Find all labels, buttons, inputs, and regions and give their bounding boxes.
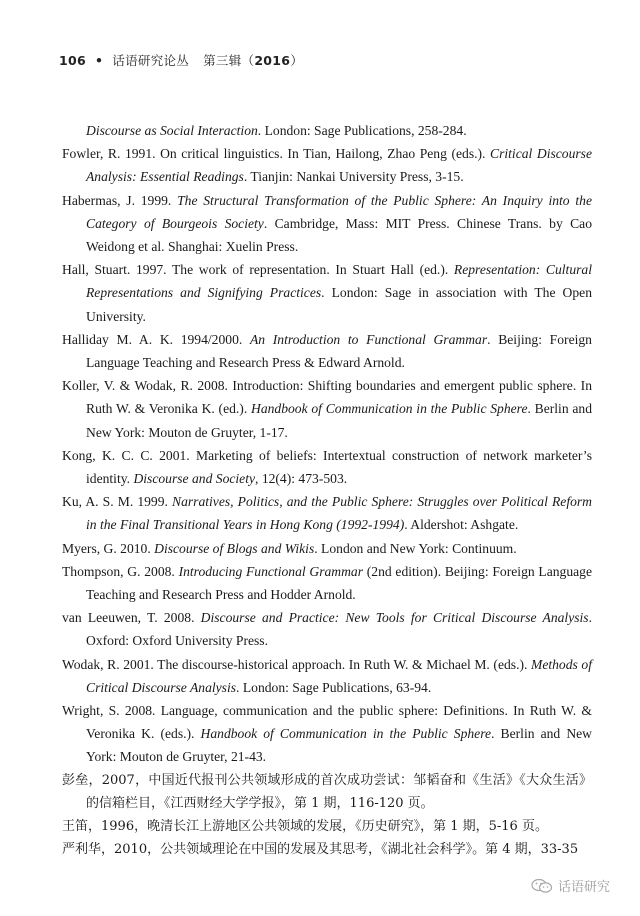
reference-text: Thompson, G. 2008. [62, 563, 179, 579]
reference-entry [62, 258, 592, 328]
header-separator: • [95, 53, 104, 68]
reference-title: Discourse and Practice: New Tools for Critical Discourse Analysis [200, 610, 589, 626]
reference-text: . Tianjin: Nankai University Press, 3-15. [243, 169, 464, 185]
page-number: 106 [59, 53, 86, 68]
reference-text: . London: Sage Publications, 63-94. [236, 679, 432, 695]
reference-text: Habermas, J. 1999. [62, 192, 178, 208]
reference-entry [62, 606, 592, 652]
reference-title: An Introduction to Functional Grammar [249, 331, 488, 347]
reference-text: . London and New York: Continuum. [314, 540, 517, 556]
reference-text: . Berlin and New York: Mouton de Gruyter, 1-17. [86, 401, 592, 440]
reference-title: Narratives, Politics, and the Public Sphere: Struggles over Political Reform in the Final Transitional Years in Hong Kong (1992-1994) [86, 494, 592, 533]
series-title: 话语研究论丛 [112, 53, 190, 68]
reference-title: Introducing Functional Grammar [178, 563, 364, 579]
reference-text: . Berlin and New York: Mouton de Gruyter, 21-43. [86, 726, 592, 765]
reference-entry [62, 189, 592, 259]
reference-list [62, 119, 592, 862]
reference-title: Representation: Cultural Representations and Signifying Practices [86, 262, 592, 301]
watermark [531, 876, 610, 895]
reference-title: Discourse and Society [133, 471, 256, 487]
reference-text: . Cambridge, Mass: MIT Press. Chinese Trans. by Cao Weidong et al. Shanghai: Xuelin Press. [86, 215, 592, 255]
reference-title: Handbook of Communication in the Public Sphere [200, 726, 492, 742]
reference-text: Kong, K. C. C. 2001. Marketing of beliefs: Intertextual construction of network marketer’s identity. [62, 447, 592, 487]
reference-entry [62, 490, 592, 536]
reference-text: 严利华，2010，公共领域理论在中国的发展及其思考，《湖北社会科学》。第 4 期，33-35 [62, 842, 579, 858]
reference-title: Critical Discourse Analysis: Essential Readings [86, 146, 592, 185]
reference-title: The Structural Transformation of the Public Sphere: An Inquiry into the Category of Bourgeois Society [86, 192, 592, 231]
reference-text: van Leeuwen, T. 2008. [62, 610, 201, 626]
volume-year: 2016 [254, 53, 291, 68]
reference-entry [62, 374, 592, 444]
reference-text: . Beijing: Foreign Language Teaching and Research Press & Edward Arnold. [86, 331, 592, 371]
reference-text: , 12(4): 473-503. [255, 471, 348, 487]
reference-text: . Aldershot: Ashgate. [404, 517, 519, 533]
running-header [59, 51, 303, 69]
reference-title: Discourse of Blogs and Wikis [154, 540, 315, 556]
reference-text: Koller, V. & Wodak, R. 2008. Introduction: Shifting boundaries and emergent public sphere. In Ruth W. & Veronika K. (ed.). [62, 378, 592, 417]
reference-text: Fowler, R. 1991. On critical linguistics. In Tian, Hailong, Zhao Peng (eds.). [62, 146, 491, 162]
reference-entry [62, 699, 592, 769]
reference-entry [62, 838, 592, 861]
reference-entry [62, 815, 592, 838]
reference-text: 王笛，1996，晚清长江上游地区公共领域的发展，《历史研究》，第 1 期，5-16 页。 [62, 819, 548, 835]
reference-text: Ku, A. S. M. 1999. [62, 494, 173, 510]
reference-title: Methods of Critical Discourse Analysis [86, 656, 592, 695]
reference-entry [62, 537, 592, 560]
volume-label: 第三辑（ [203, 53, 255, 68]
reference-entry [62, 444, 592, 490]
watermark-label: 话语研究 [558, 880, 611, 895]
reference-entry-continued [62, 119, 592, 142]
reference-title: Handbook of Communication in the Public Sphere [251, 401, 528, 417]
reference-text: Hall, Stuart. 1997. The work of representation. In Stuart Hall (ed.). [62, 262, 454, 278]
reference-entry [62, 560, 592, 606]
reference-entry [62, 653, 592, 699]
reference-entry [62, 769, 592, 815]
reference-text: Wright, S. 2008. Language, communication and the public sphere: Definitions. In Ruth W. & Veronika K. (eds.). [62, 703, 592, 742]
reference-text: Halliday M. A. K. 1994/2000. [62, 331, 250, 347]
reference-text: (2nd edition). Beijing: Foreign Language Teaching and Research Press and Hodder Arnold. [86, 563, 592, 603]
reference-entry [62, 328, 592, 374]
reference-title: Discourse as Social Interaction [86, 123, 258, 138]
reference-text: . Oxford: Oxford University Press. [86, 610, 592, 649]
reference-entry [62, 142, 592, 188]
volume-close: ） [290, 53, 304, 68]
reference-text: 彭垒，2007，中国近代报刊公共领域形成的首次成功尝试：邹韬奋和《生活》《大众生活》的信箱栏目，《江西财经大学学报》，第 1 期，116-120 页。 [62, 772, 592, 811]
wechat-icon [531, 878, 553, 894]
reference-text: Myers, G. 2010. [62, 540, 155, 556]
reference-text: . London: Sage in association with The Open University. [86, 285, 593, 324]
reference-text: Wodak, R. 2001. The discourse-historical approach. In Ruth W. & Michael M. (eds.). [62, 656, 531, 672]
reference-text: . London: Sage Publications, 258-284. [257, 123, 467, 138]
